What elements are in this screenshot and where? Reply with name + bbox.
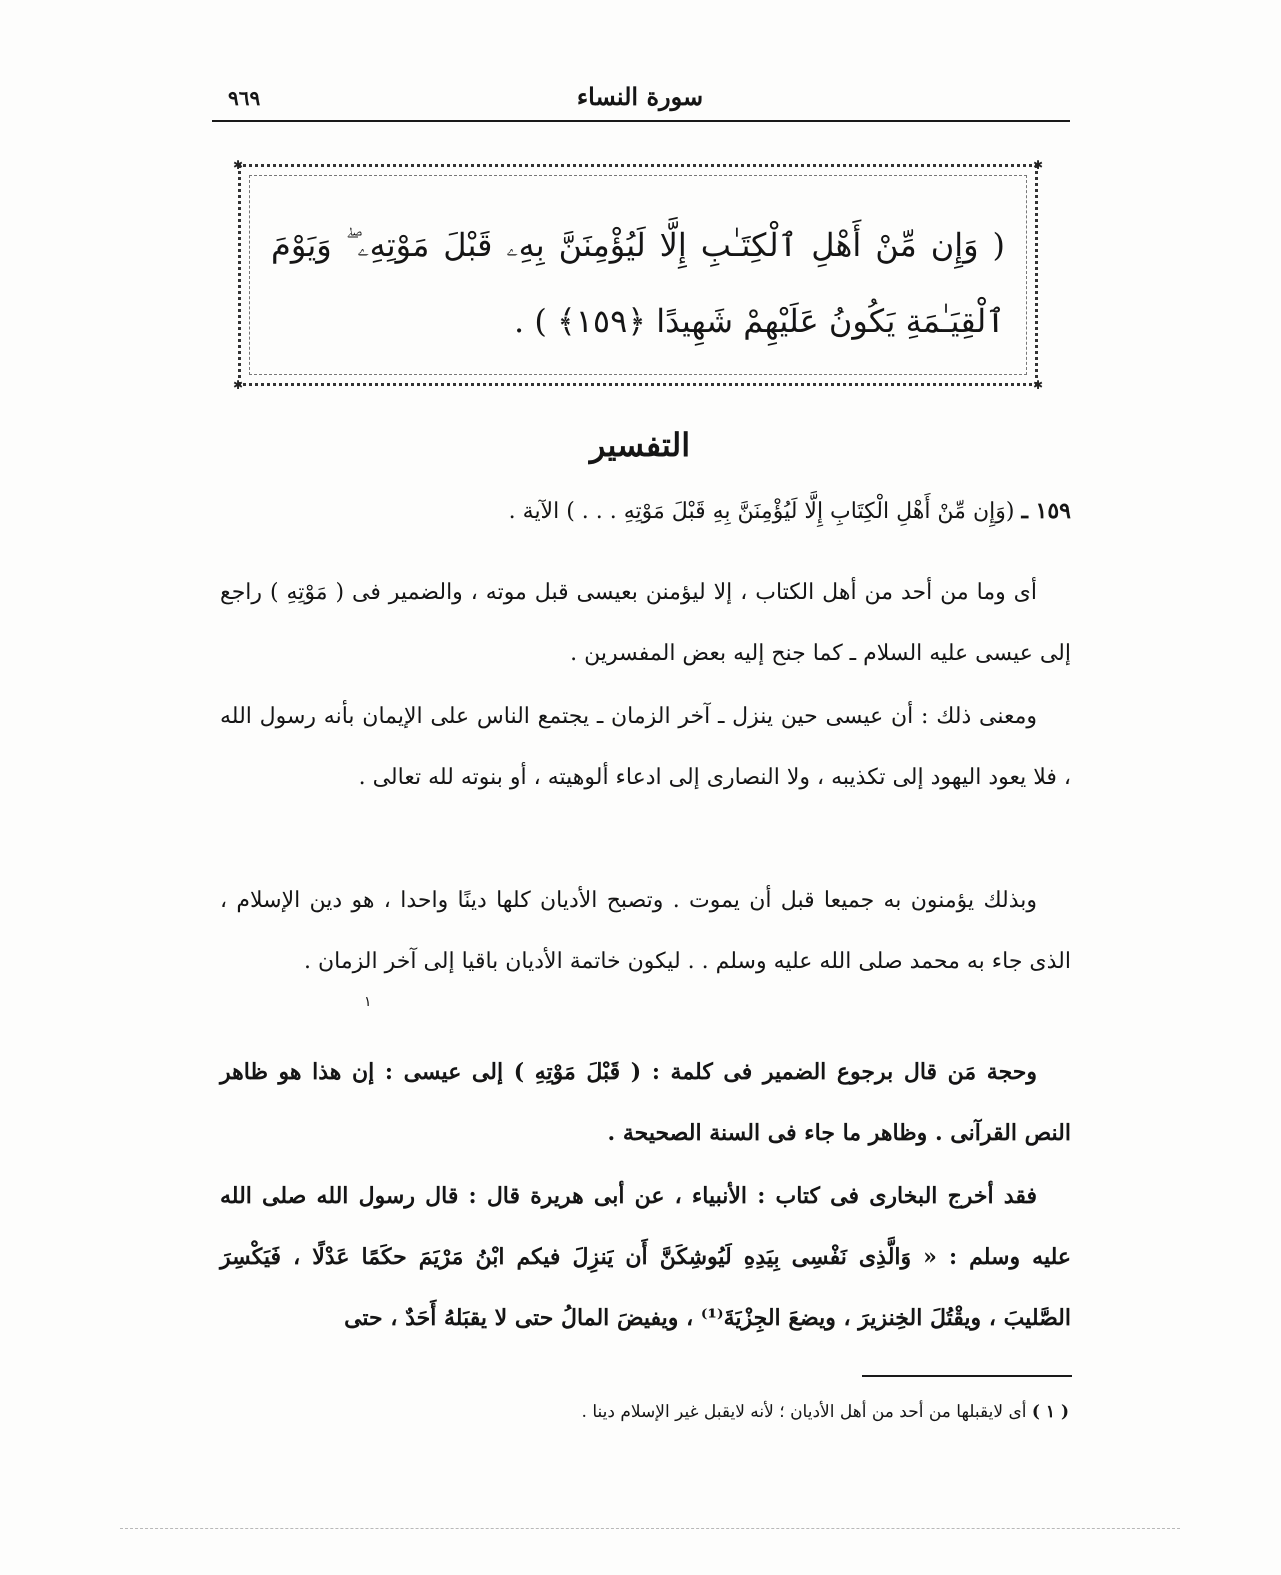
paragraph [220, 1166, 1071, 1349]
paragraph-text: وحجة مَن قال برجوع الضمير فى كلمة : ( قَبْلَ مَوْتِهِ ) إلى عيسى : إن هذا هو ظاهر النص القرآنى . وظاهر ما جاء فى السنة الصحيحة . [220, 1059, 1071, 1146]
paragraph [220, 1042, 1071, 1164]
footnote [400, 1402, 1069, 1422]
verse-number: ١٥٩ ـ [1021, 498, 1071, 524]
frame-corner-ornament-icon: ✱ [1032, 158, 1043, 172]
frame-corner-ornament-icon: ✱ [233, 158, 244, 172]
header-rule [212, 120, 1070, 122]
paragraph [220, 686, 1071, 808]
footnote-rule [862, 1375, 1072, 1377]
frame-corner-ornament-icon: ✱ [1032, 378, 1043, 392]
paragraph-text: أى وما من أحد من أهل الكتاب ، إلا ليؤمنن بعيسى قبل موته ، والضمير فى ( مَوْتِهِ ) راجع إلى عيسى عليه السلام ـ كما جنح إليه بعض المفسرين . [220, 580, 1071, 666]
page-bottom-edge [120, 1528, 1180, 1529]
verse-reference [400, 498, 1071, 524]
paragraph [220, 870, 1071, 992]
footnote-text: أى لايقبلها من أحد من أهل الأديان ؛ لأنه لايقبل غير الإسلام دينا . [581, 1402, 1027, 1422]
quran-verse-text: ( وَإِن مِّنْ أَهْلِ ٱلْكِتَـٰبِ إِلَّا لَيُؤْمِنَنَّ بِهِۦ قَبْلَ مَوْتِهِۦ ۖ وَيَوْمَ ٱلْقِيَـٰمَةِ يَكُونُ عَلَيْهِمْ شَهِيدًا ﴿١٥٩﴾ ) . [271, 226, 1005, 340]
tafsir-heading: التفسير [589, 426, 691, 464]
verse-frame [233, 158, 1043, 392]
footnote-number: ( ١ ) [1031, 1402, 1069, 1422]
paragraph [220, 562, 1071, 684]
verse-reference-text: (وَإِن مِّنْ أَهْلِ الْكِتَابِ إِلَّا لَيُؤْمِنَنَّ بِهِ قَبْلَ مَوْتِهِ . . . ) الآية . [508, 499, 1015, 524]
running-header-title: سورة النساء [576, 82, 704, 111]
stray-mark: ١ [364, 994, 372, 1010]
paragraph-text: وبذلك يؤمنون به جميعا قبل أن يموت . وتصبح الأديان كلها دينًا واحدا ، هو دين الإسلام ، الذى جاء به محمد صلى الله عليه وسلم . . ليكون خاتمة الأديان باقيا إلى آخر الزمان . [220, 888, 1071, 974]
paragraph-text: فقد أخرج البخارى فى كتاب : الأنبياء ، عن أبى هريرة قال : قال رسول الله صلى الله عليه وسلم : « وَالَّذِى نَفْسِى بِيَدِهِ لَيُوشِكَنَّ أَن يَنزِلَ فيكم ابْنُ مَرْيَمَ حكَمًا عَدْلًا ، فَيَكْسِرَ الصَّليبَ ، ويقْتُلَ الخِنزيرَ ، ويضعَ الجِزْيَةَ⁽¹⁾ ، ويفيضَ المالُ حتى لا يقبَلهُ أَحَدٌ ، حتى [220, 1183, 1071, 1331]
frame-corner-ornament-icon: ✱ [233, 378, 244, 392]
paragraph-text: ومعنى ذلك : أن عيسى حين ينزل ـ آخر الزمان ـ يجتمع الناس على الإيمان بأنه رسول الله ، فلا يعود اليهود إلى تكذيبه ، ولا النصارى إلى ادعاء ألوهيته ، أو بنوته لله تعالى . [220, 704, 1071, 790]
page-number: ٩٦٩ [228, 86, 261, 110]
